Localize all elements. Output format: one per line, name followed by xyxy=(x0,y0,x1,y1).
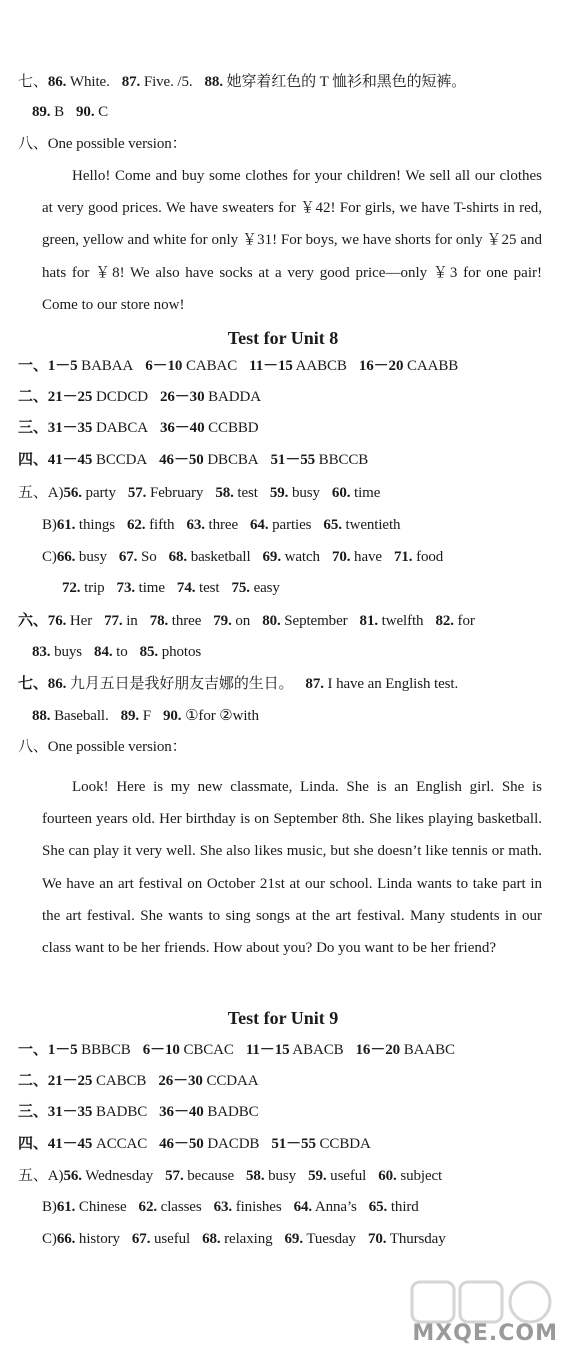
answer-text: three xyxy=(204,517,239,533)
answer-text: C) xyxy=(42,549,57,565)
answer-text: DABCA xyxy=(92,420,148,436)
answer-text: BADBC xyxy=(203,1104,259,1120)
question-number: 89. xyxy=(120,708,140,724)
answer-text: B xyxy=(50,104,65,120)
answer-text: BCCDA xyxy=(92,452,148,468)
question-number: 70. xyxy=(367,1231,387,1247)
question-number: 57. xyxy=(165,1168,184,1184)
answer-line xyxy=(18,611,475,631)
answer-text: for xyxy=(453,613,475,629)
answer-text: BBBCB xyxy=(77,1042,131,1058)
answer-text: B) xyxy=(42,517,57,533)
unit-title: Test for Unit 9 xyxy=(227,1008,339,1028)
question-number: 四、41－45 xyxy=(18,1136,93,1152)
answer-text: twelfth xyxy=(378,613,424,629)
answer-text: Thursday xyxy=(386,1231,446,1247)
answer-text: useful xyxy=(326,1168,367,1184)
question-number: 88. xyxy=(32,708,51,724)
question-number: 60. xyxy=(331,485,351,501)
answer-line xyxy=(18,450,368,470)
answer-line xyxy=(18,1040,455,1060)
answer-line xyxy=(32,102,108,122)
answer-text: February xyxy=(146,485,204,501)
answer-text: I have an English test. xyxy=(323,676,459,692)
answer-text: CBCAC xyxy=(179,1042,234,1058)
question-number: 11－15 xyxy=(245,1042,290,1058)
answer-text: BAABC xyxy=(400,1042,455,1058)
question-number: 16－20 xyxy=(355,1042,401,1058)
answer-text: ①for ②with xyxy=(181,708,259,724)
answer-text: DBCBA xyxy=(203,452,259,468)
question-number: 82. xyxy=(435,613,454,629)
question-number: 83. xyxy=(32,644,51,660)
answer-text: CABCB xyxy=(92,1073,147,1089)
question-number: 67. xyxy=(118,549,138,565)
answer-line xyxy=(32,706,259,726)
answer-text: ACCAC xyxy=(92,1136,148,1152)
essay-paragraph: Look! Here is my new classmate, Linda. She is an English girl. She is fourteen years old. Her birthday is on September 8th. She likes playing basketball. She can play it very well. She also likes music, but she doesn’t like tennis or math. We have an art festival on October 21st at our school. Linda wants to take part in the art festival. She wants to sing songs at the art festival. Many students in our class want to be her friends. How about you? Do you want to be her friend? xyxy=(42,779,542,957)
answer-line xyxy=(18,1134,371,1154)
answer-text: subject xyxy=(396,1168,443,1184)
answer-line xyxy=(42,1229,446,1249)
question-number: 二、21－25 xyxy=(18,1073,93,1089)
answer-text: easy xyxy=(249,580,280,596)
answer-line xyxy=(18,483,380,503)
answer-text: useful xyxy=(150,1231,191,1247)
question-number: 一、1－5 xyxy=(18,1042,78,1058)
question-number: 46－50 xyxy=(159,452,204,468)
question-number: 59. xyxy=(308,1168,327,1184)
question-number: 六、76. xyxy=(18,613,67,629)
question-number: 58. xyxy=(246,1168,265,1184)
question-number: 73. xyxy=(116,580,135,596)
question-number: 6－10 xyxy=(142,1042,180,1058)
answer-text: parties xyxy=(268,517,312,533)
answer-text: B) xyxy=(42,1199,57,1215)
answer-text: photos xyxy=(158,644,202,660)
question-number: 一、1－5 xyxy=(18,358,78,374)
question-number: 78. xyxy=(149,613,169,629)
answer-text: Tuesday xyxy=(302,1231,356,1247)
answer-text: fifth xyxy=(145,517,175,533)
answer-text: on xyxy=(231,613,251,629)
question-number: 66. xyxy=(56,549,76,565)
answer-text: C xyxy=(94,104,109,120)
question-number: 四、41－45 xyxy=(18,452,93,468)
question-number: 57. xyxy=(127,485,147,501)
answer-text: twentieth xyxy=(341,517,401,533)
answer-text: CCBDA xyxy=(315,1136,371,1152)
answer-text: busy xyxy=(288,485,320,501)
answer-text: watch xyxy=(280,549,320,565)
question-number: 87. xyxy=(121,74,141,90)
question-number: 51－55 xyxy=(271,1136,316,1152)
question-number: 6－10 xyxy=(145,358,183,374)
answer-text: history xyxy=(75,1231,120,1247)
question-number: 59. xyxy=(269,485,289,501)
answer-text: DACDB xyxy=(203,1136,260,1152)
answer-text: food xyxy=(412,549,444,565)
watermark-text: MXQE.COM xyxy=(412,1321,558,1346)
question-number: 84. xyxy=(94,644,113,660)
answer-text: Chinese xyxy=(75,1199,127,1215)
answer-line xyxy=(42,547,443,567)
answer-line xyxy=(18,674,458,694)
answer-text: White. xyxy=(66,74,110,90)
question-number: 60. xyxy=(378,1168,397,1184)
answer-text: Baseball. xyxy=(50,708,109,724)
answer-text: third xyxy=(387,1199,419,1215)
answer-text: have xyxy=(350,549,382,565)
question-number: 80. xyxy=(262,613,281,629)
question-number: 三、31－35 xyxy=(18,420,93,436)
question-number: 36－40 xyxy=(159,1104,204,1120)
question-number: 63. xyxy=(213,1199,233,1215)
answer-text: CCBBD xyxy=(204,420,259,436)
answer-text: CAABB xyxy=(403,358,459,374)
question-number: 85. xyxy=(139,644,159,660)
question-number: 79. xyxy=(213,613,232,629)
question-number: 65. xyxy=(323,517,342,533)
answer-line xyxy=(18,134,187,154)
answer-text: 九月五日是我好朋友吉娜的生日。 xyxy=(66,676,294,692)
answer-text: busy xyxy=(75,549,107,565)
answer-text: in xyxy=(122,613,138,629)
question-number: 90. xyxy=(76,104,95,120)
answer-text: BADBC xyxy=(92,1104,148,1120)
question-number: 68. xyxy=(168,549,188,565)
answer-line xyxy=(18,1166,442,1186)
question-number: 74. xyxy=(176,580,196,596)
answer-text: 她穿着红色的 T 恤衫和黑色的短裤。 xyxy=(222,74,467,90)
answer-text: 五、A) xyxy=(18,1168,64,1184)
answer-text: F xyxy=(139,708,151,724)
answer-text: CCDAA xyxy=(202,1073,259,1089)
question-number: 62. xyxy=(138,1199,157,1215)
question-number: 89. xyxy=(32,104,51,120)
answer-text: test xyxy=(233,485,258,501)
answer-text: C) xyxy=(42,1231,57,1247)
question-number: 36－40 xyxy=(159,420,205,436)
answer-line xyxy=(18,356,458,376)
answer-text: ABACB xyxy=(289,1042,344,1058)
answer-text: three xyxy=(168,613,202,629)
question-number: 69. xyxy=(284,1231,303,1247)
answer-line xyxy=(18,72,466,92)
question-number: 61. xyxy=(56,1199,76,1215)
answer-line xyxy=(18,737,187,757)
answer-line xyxy=(42,515,400,535)
answer-text: classes xyxy=(157,1199,202,1215)
answer-text: 八、One possible version： xyxy=(18,739,187,755)
question-number: 75. xyxy=(231,580,250,596)
answer-line xyxy=(18,1102,259,1122)
answer-text: time xyxy=(350,485,381,501)
answer-text: buys xyxy=(50,644,83,660)
answer-text: So xyxy=(137,549,157,565)
answer-text: things xyxy=(75,517,115,533)
essay-paragraph: Hello! Come and buy some clothes for your children! We sell all our clothes at very good prices. We have sweaters for ￥42! For girls, we have T-shirts in red, green, yellow and white for only ￥31! For boys, we have shorts for only ￥25 and hats for ￥8! We also have socks at a very good price—only ￥3 for one pair! Come to our store now! xyxy=(42,168,542,313)
question-number: 16－20 xyxy=(358,358,404,374)
question-number: 71. xyxy=(393,549,413,565)
answer-line xyxy=(32,642,201,662)
answer-text: trip xyxy=(80,580,105,596)
answer-text: AABCB xyxy=(292,358,347,374)
answer-text: relaxing xyxy=(220,1231,273,1247)
question-number: 77. xyxy=(104,613,123,629)
question-number: 56. xyxy=(63,485,82,501)
question-number: 62. xyxy=(127,517,146,533)
unit-title: Test for Unit 8 xyxy=(227,328,339,348)
answer-text: Anna’s xyxy=(312,1199,357,1215)
answer-line xyxy=(42,1197,419,1217)
answer-text: September xyxy=(280,613,348,629)
answer-text: busy xyxy=(264,1168,297,1184)
question-number: 26－30 xyxy=(158,1073,203,1089)
question-number: 90. xyxy=(162,708,182,724)
answer-text: BABAA xyxy=(77,358,134,374)
question-number: 46－50 xyxy=(159,1136,204,1152)
question-number: 70. xyxy=(331,549,351,565)
answer-text: 七、 xyxy=(18,74,48,90)
answer-line xyxy=(18,387,261,407)
question-number: 三、31－35 xyxy=(18,1104,93,1120)
answer-text: finishes xyxy=(232,1199,282,1215)
question-number: 69. xyxy=(262,549,281,565)
answer-text: time xyxy=(135,580,165,596)
question-number: 87. xyxy=(305,676,324,692)
answer-line xyxy=(62,578,280,598)
question-number: 63. xyxy=(186,517,205,533)
answer-text: Wednesday xyxy=(81,1168,154,1184)
answer-text: BBCCB xyxy=(315,452,369,468)
answer-text: basketball xyxy=(187,549,251,565)
question-number: 64. xyxy=(250,517,269,533)
question-number: 67. xyxy=(131,1231,151,1247)
question-number: 11－15 xyxy=(249,358,293,374)
question-number: 72. xyxy=(62,580,81,596)
question-number: 64. xyxy=(293,1199,313,1215)
question-number: 七、86. xyxy=(18,676,67,692)
answer-text: DCDCD xyxy=(92,389,148,405)
question-number: 61. xyxy=(56,517,76,533)
answer-text: party xyxy=(81,485,116,501)
answer-text: because xyxy=(183,1168,235,1184)
answer-text: BADDA xyxy=(204,389,261,405)
question-number: 66. xyxy=(56,1231,76,1247)
answer-text: to xyxy=(112,644,128,660)
answer-text: test xyxy=(195,580,220,596)
question-number: 86. xyxy=(47,74,67,90)
question-number: 65. xyxy=(368,1199,388,1215)
question-number: 81. xyxy=(359,613,378,629)
question-number: 88. xyxy=(204,74,223,90)
question-number: 68. xyxy=(202,1231,221,1247)
answer-text: 八、One possible version： xyxy=(18,136,187,152)
question-number: 26－30 xyxy=(159,389,205,405)
question-number: 56. xyxy=(63,1168,82,1184)
question-number: 二、21－25 xyxy=(18,389,93,405)
answer-text: 五、A) xyxy=(18,485,64,501)
answer-text: Five. /5. xyxy=(140,74,193,90)
question-number: 51－55 xyxy=(270,452,316,468)
answer-text: CABAC xyxy=(182,358,238,374)
answer-text: Her xyxy=(66,613,93,629)
answer-line xyxy=(18,1071,259,1091)
answer-line xyxy=(18,418,259,438)
question-number: 58. xyxy=(215,485,234,501)
